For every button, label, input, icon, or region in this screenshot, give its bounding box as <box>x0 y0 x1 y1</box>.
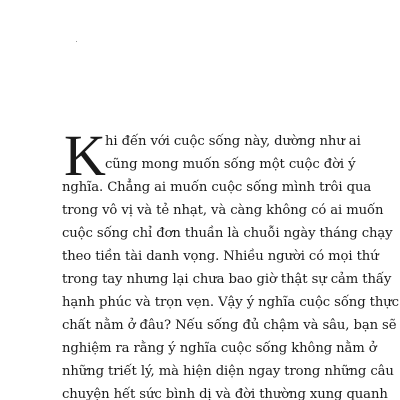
text-line-5: cuộc sống chỉ đơn thuần là chuỗi ngày tháng chạy <box>62 226 393 241</box>
text-line-9: chất nằm ở đâu? Nếu sống đủ chậm và sâu, bạn sẽ <box>62 318 397 333</box>
text-line-11: những triết lý, mà hiện diện ngay trong những câu <box>62 364 394 379</box>
text-line-3: nghĩa. Chẳng ai muốn cuộc sống mình trôi qua <box>62 180 372 195</box>
text-line-4: trong vô vị và tẻ nhạt, và càng không có ai muốn <box>62 203 384 218</box>
text-line-12: chuyện hết sức bình dị và đời thường xung quanh <box>62 387 388 400</box>
paper-speck <box>76 41 77 42</box>
text-line-8: hạnh phúc và trọn vẹn. Vậy ý nghĩa cuộc sống thực <box>62 295 399 310</box>
text-line-6: theo tiền tài danh vọng. Nhiều người có mọi thứ <box>62 249 379 264</box>
text-line-10: nghiệm ra rằng ý nghĩa cuộc sống không nằm ở <box>62 341 377 356</box>
text-line-1: hi đến với cuộc sống này, dường như ai <box>105 134 361 149</box>
drop-cap: K <box>64 123 106 188</box>
text-line-7: trong tay nhưng lại chưa bao giờ thật sự cảm thấy <box>62 272 392 287</box>
text-line-2: cũng mong muốn sống một cuộc đời ý <box>105 157 356 172</box>
